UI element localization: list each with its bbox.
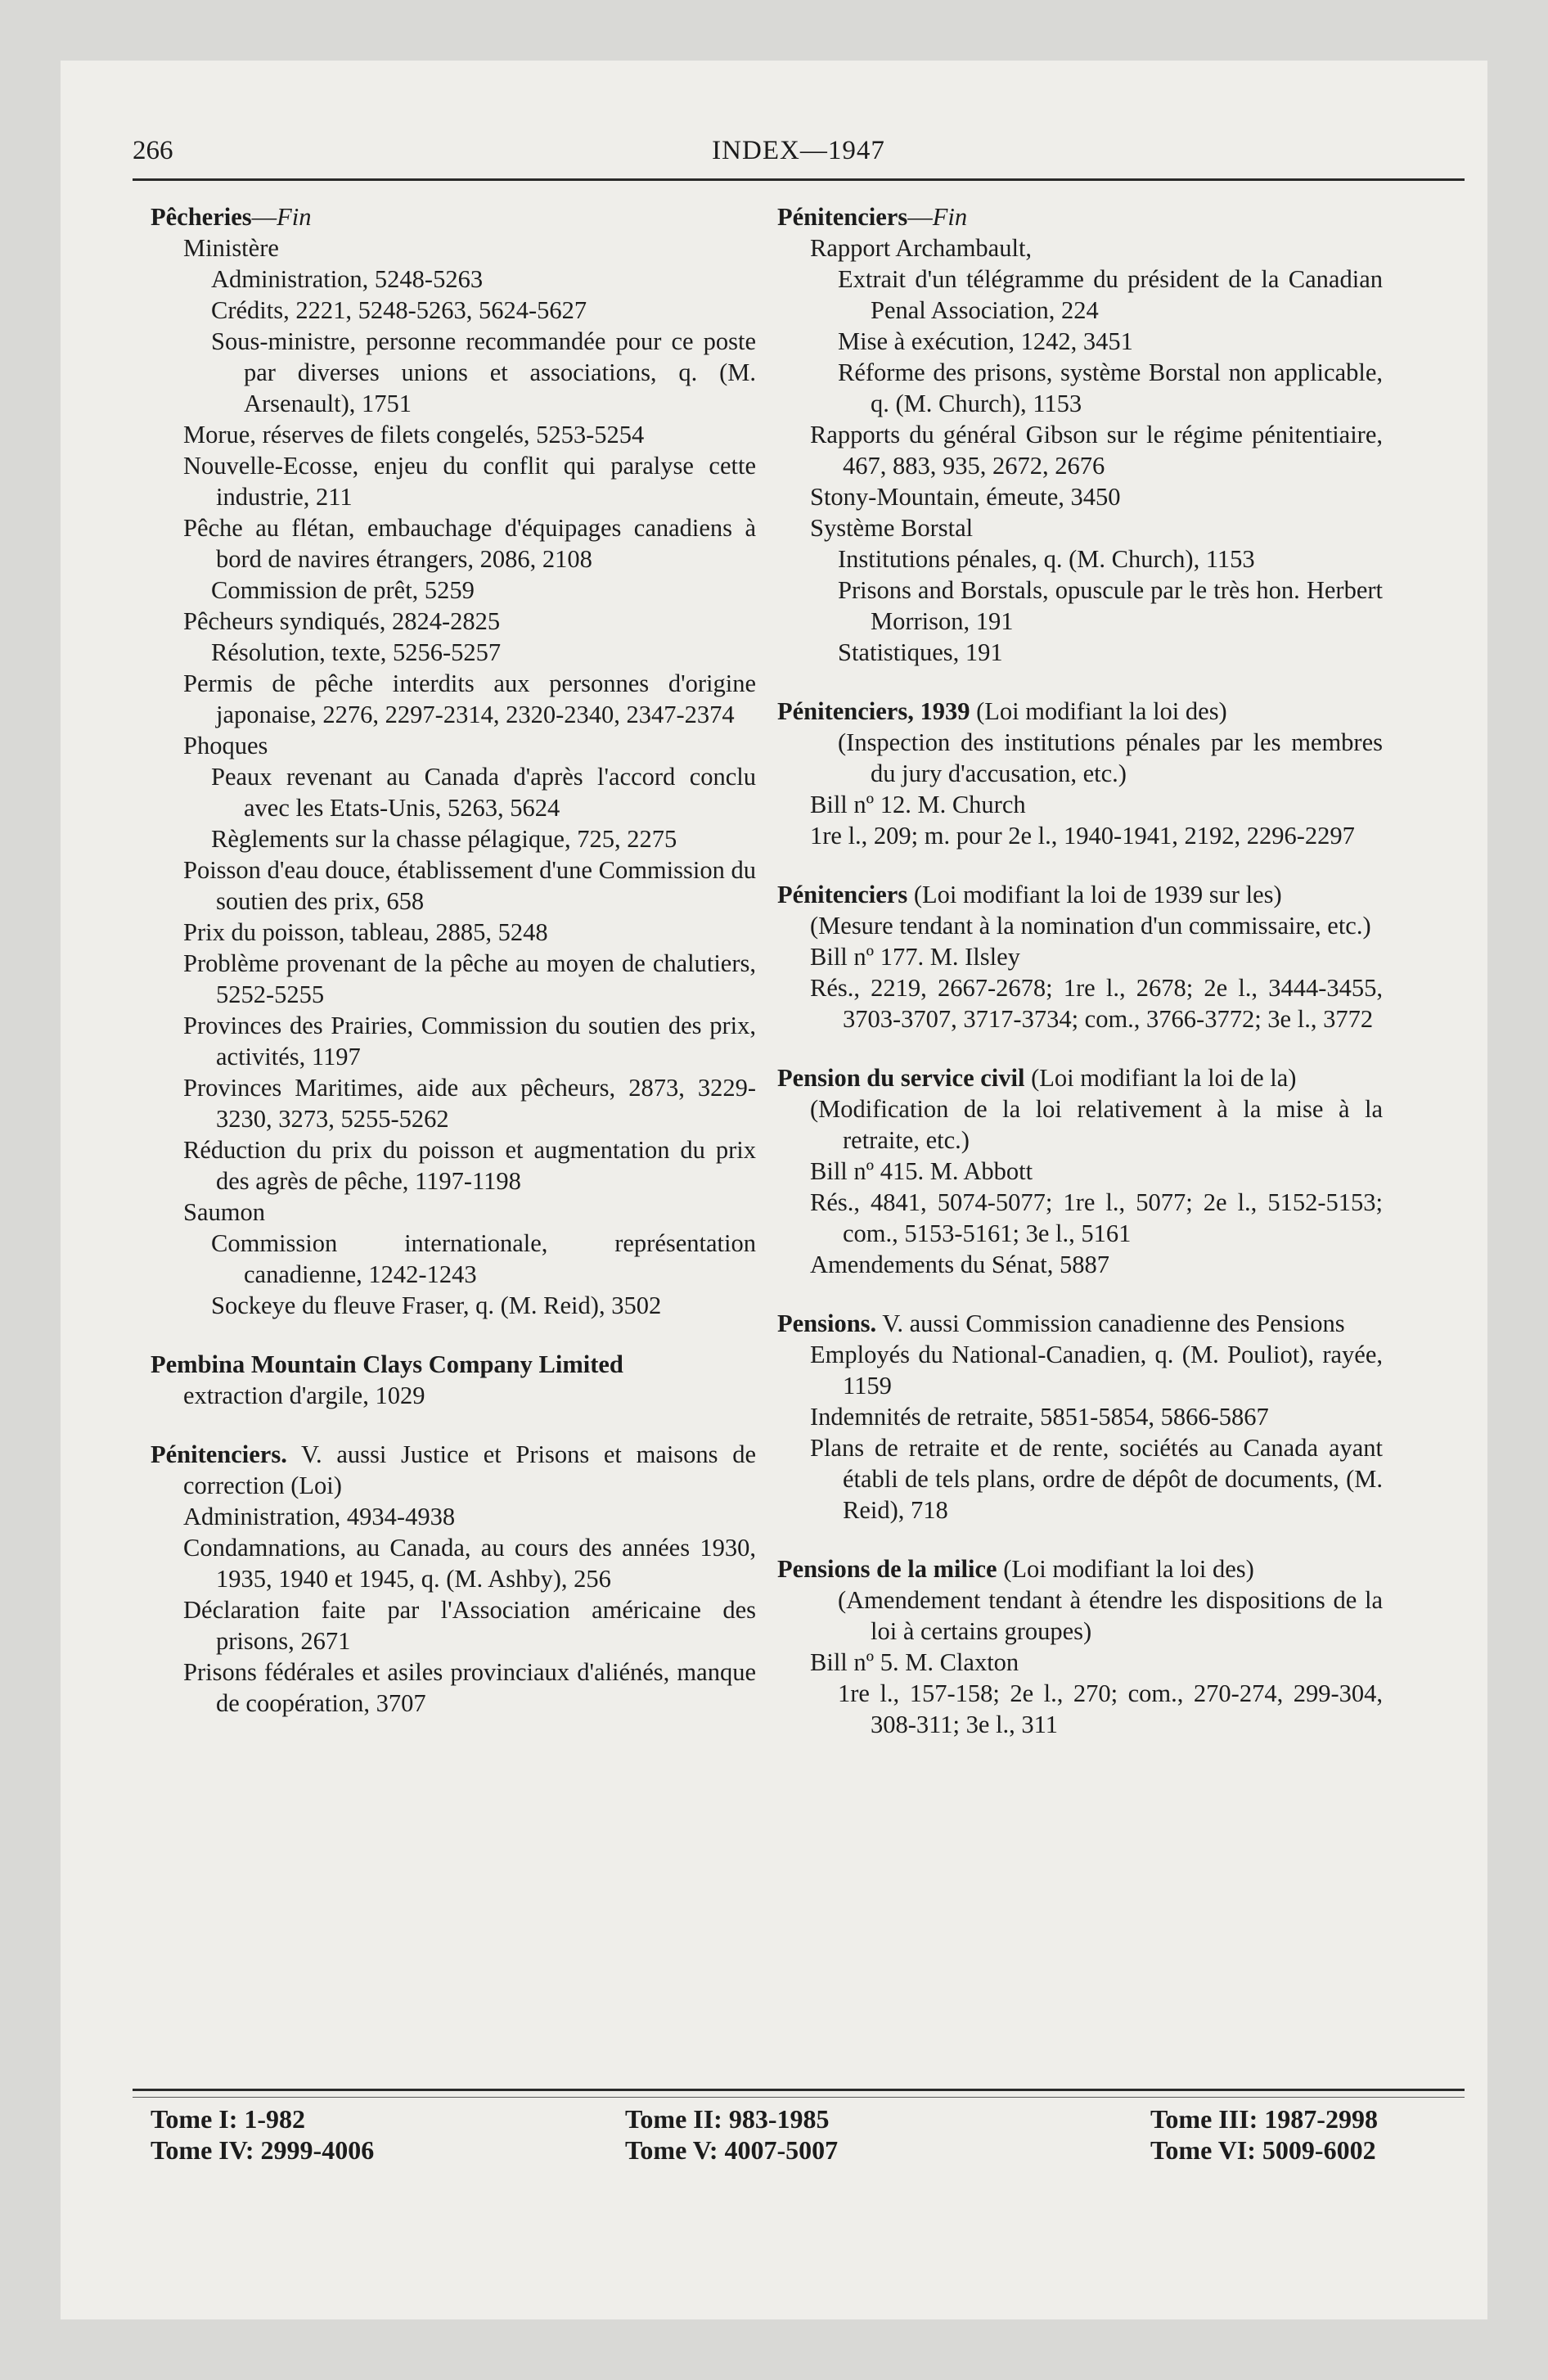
volume-footer (133, 2103, 1465, 2169)
index-subentry: Employés du National-Canadien, q. (M. Pouliot), rayée, 1159 (810, 1341, 1383, 1400)
tome-1-range: Tome I: 1-982 (151, 2104, 306, 2134)
index-heading (151, 1439, 756, 1501)
index-subentry: Poisson d'eau douce, établissement d'une Commission du soutien des prix, 658 (183, 856, 756, 915)
index-subsubentry: Sockeye du fleuve Fraser, q. (M. Reid), 3502 (211, 1291, 662, 1319)
index-heading (777, 879, 1383, 910)
heading-rest: (Loi modifiant la loi des) (970, 697, 1227, 725)
index-subentry: Déclaration faite par l'Association américaine des prisons, 2671 (183, 1596, 756, 1655)
index-heading (777, 1553, 1383, 1584)
page-number: 266 (133, 136, 173, 165)
index-subentry: Réduction du prix du poisson et augmentation du prix des agrès de pêche, 1197-1198 (183, 1136, 756, 1195)
index-subsubentry: Réforme des prisons, système Borstal non applicable, q. (M. Church), 1153 (838, 358, 1383, 417)
index-subsubentry: Commission de prêt, 5259 (211, 576, 475, 604)
running-title: INDEX—1947 (712, 136, 885, 165)
index-subsubentry: Statistiques, 191 (838, 638, 1003, 666)
heading-suffix: Fin (932, 203, 968, 231)
index-heading (777, 1308, 1383, 1339)
heading-title: Pénitenciers (777, 203, 908, 231)
index-subsubentry: Commission internationale, représentation canadienne, 1242-1243 (211, 1229, 756, 1288)
index-subentry: Stony-Mountain, émeute, 3450 (810, 483, 1121, 511)
index-subsubentry: Crédits, 2221, 5248-5263, 5624-5627 (211, 296, 587, 324)
heading-title: Pension du service civil (777, 1064, 1025, 1092)
tome-6-range: Tome VI: 5009-6002 (1150, 2135, 1376, 2165)
index-subsubentry: Prisons and Borstals, opuscule par le très hon. Herbert Morrison, 191 (838, 576, 1383, 635)
footer-rule (133, 2089, 1465, 2091)
heading-rest: — (251, 203, 277, 231)
header-rule (133, 178, 1465, 181)
tome-column-3 (1150, 2103, 1378, 2166)
heading-title: Pénitenciers (777, 881, 908, 908)
index-subentry: Provinces Maritimes, aide aux pêcheurs, 2873, 3229-3230, 3273, 5255-5262 (183, 1074, 756, 1133)
tome-2-range: Tome II: 983-1985 (625, 2104, 830, 2134)
index-subsubentry: Mise à exécution, 1242, 3451 (838, 327, 1133, 355)
index-subentry: Provinces des Prairies, Commission du soutien des prix, activités, 1197 (183, 1012, 756, 1071)
left-column (151, 201, 756, 1719)
index-subsubentry: Administration, 5248-5263 (211, 265, 484, 293)
index-subentry: Phoques (183, 732, 268, 760)
index-subentry: Indemnités de retraite, 5851-5854, 5866-5867 (810, 1403, 1269, 1431)
index-subentry: Ministère (183, 234, 279, 262)
index-subentry: Rés., 2219, 2667-2678; 1re l., 2678; 2e l., 3444-3455, 3703-3707, 3717-3734; com., 3766-3772; 3e l., 3772 (810, 974, 1383, 1033)
index-subentry: Rés., 4841, 5074-5077; 1re l., 5077; 2e l., 5152-5153; com., 5153-5161; 3e l., 5161 (810, 1188, 1383, 1247)
index-subentry: Rapport Archambault, (810, 234, 1033, 262)
index-heading (777, 201, 1383, 232)
index-subsubentry: 1re l., 157-158; 2e l., 270; com., 270-274, 299-304, 308-311; 3e l., 311 (838, 1679, 1383, 1738)
index-subentry: Prisons fédérales et asiles provinciaux d'aliénés, manque de coopération, 3707 (183, 1658, 756, 1717)
heading-rest: (Loi modifiant la loi des) (997, 1555, 1254, 1583)
right-column (777, 201, 1383, 1740)
index-subentry: Problème provenant de la pêche au moyen de chalutiers, 5252-5255 (183, 949, 756, 1008)
index-subentry: extraction d'argile, 1029 (183, 1382, 425, 1409)
index-subentry: Saumon (183, 1198, 265, 1226)
index-subsubentry: Règlements sur la chasse pélagique, 725, 2275 (211, 825, 677, 853)
heading-title: Pensions. (777, 1309, 877, 1337)
index-subsubentry: Institutions pénales, q. (M. Church), 1153 (838, 545, 1255, 573)
index-subentry: Bill nº 177. M. Ilsley (810, 943, 1020, 971)
index-subentry: Condamnations, au Canada, au cours des années 1930, 1935, 1940 et 1945, q. (M. Ashby), 256 (183, 1534, 756, 1593)
index-subsubentry: Résolution, texte, 5256-5257 (211, 638, 502, 666)
index-subentry: 1re l., 209; m. pour 2e l., 1940-1941, 2192, 2296-2297 (810, 822, 1355, 850)
index-subentry: (Modification de la loi relativement à la mise à la retraite, etc.) (810, 1095, 1383, 1154)
tome-5-range: Tome V: 4007-5007 (625, 2135, 839, 2165)
index-subsubentry: Extrait d'un télégramme du président de la Canadian Penal Association, 224 (838, 265, 1383, 324)
index-subentry: Administration, 4934-4938 (183, 1503, 456, 1530)
index-subentry: Morue, réserves de filets congelés, 5253-5254 (183, 421, 645, 449)
index-subentry: Bill nº 12. M. Church (810, 791, 1026, 818)
index-subentry: Nouvelle-Ecosse, enjeu du conflit qui paralyse cette industrie, 211 (183, 452, 756, 511)
heading-title: Pêcheries (151, 203, 252, 231)
index-subentry: Rapports du général Gibson sur le régime pénitentiaire, 467, 883, 935, 2672, 2676 (810, 421, 1383, 480)
index-subentry: Pêcheurs syndiqués, 2824-2825 (183, 607, 501, 635)
index-subentry: Bill nº 5. M. Claxton (810, 1648, 1019, 1676)
index-heading (777, 1062, 1383, 1093)
tome-4-range: Tome IV: 2999-4006 (151, 2135, 375, 2165)
heading-rest: (Loi modifiant la loi de la) (1024, 1064, 1297, 1092)
index-subsubentry: (Amendement tendant à étendre les dispositions de la loi à certains groupes) (838, 1586, 1383, 1645)
index-subentry: Pêche au flétan, embauchage d'équipages canadiens à bord de navires étrangers, 2086, 2108 (183, 514, 756, 573)
index-subsubentry: Sous-ministre, personne recommandée pour ce poste par diverses unions et associations, q. (M. Arsenault), 1751 (211, 327, 756, 417)
heading-rest: — (907, 203, 933, 231)
heading-rest: V. aussi Justice et Prisons et maisons de correction (Loi) (183, 1440, 756, 1499)
index-subsubentry: (Inspection des institutions pénales par les membres du jury d'accusation, etc.) (838, 728, 1383, 787)
index-heading (777, 696, 1383, 727)
tome-3-range: Tome III: 1987-2998 (1150, 2104, 1378, 2134)
footer-rule-thin (133, 2097, 1465, 2098)
heading-title: Pénitenciers, 1939 (777, 697, 970, 725)
index-subentry: Plans de retraite et de rente, sociétés au Canada ayant établi de tels plans, ordre de dépôt de documents, (M. Reid), 718 (810, 1434, 1383, 1524)
page-header (133, 136, 1465, 177)
heading-title: Pensions de la milice (777, 1555, 997, 1583)
heading-rest: (Loi modifiant la loi de 1939 sur les) (907, 881, 1282, 908)
index-subentry: Prix du poisson, tableau, 2885, 5248 (183, 918, 548, 946)
tome-column-2 (625, 2103, 838, 2166)
index-subsubentry: Peaux revenant au Canada d'après l'accord conclu avec les Etats-Unis, 5263, 5624 (211, 763, 756, 822)
tome-column-1 (151, 2103, 374, 2166)
heading-title: Pénitenciers. (151, 1440, 287, 1468)
heading-suffix: Fin (277, 203, 312, 231)
index-subentry: (Mesure tendant à la nomination d'un commissaire, etc.) (810, 912, 1371, 940)
index-page (61, 61, 1487, 2319)
index-heading (151, 201, 756, 232)
index-subentry: Bill nº 415. M. Abbott (810, 1157, 1033, 1185)
heading-rest: V. aussi Commission canadienne des Pensions (876, 1309, 1345, 1337)
heading-title: Pembina Mountain Clays Company Limited (151, 1350, 623, 1378)
index-subentry: Système Borstal (810, 514, 974, 542)
index-subentry: Amendements du Sénat, 5887 (810, 1251, 1109, 1278)
index-subentry: Permis de pêche interdits aux personnes d'origine japonaise, 2276, 2297-2314, 2320-2340, 2347-2374 (183, 669, 756, 728)
index-heading (151, 1349, 756, 1380)
